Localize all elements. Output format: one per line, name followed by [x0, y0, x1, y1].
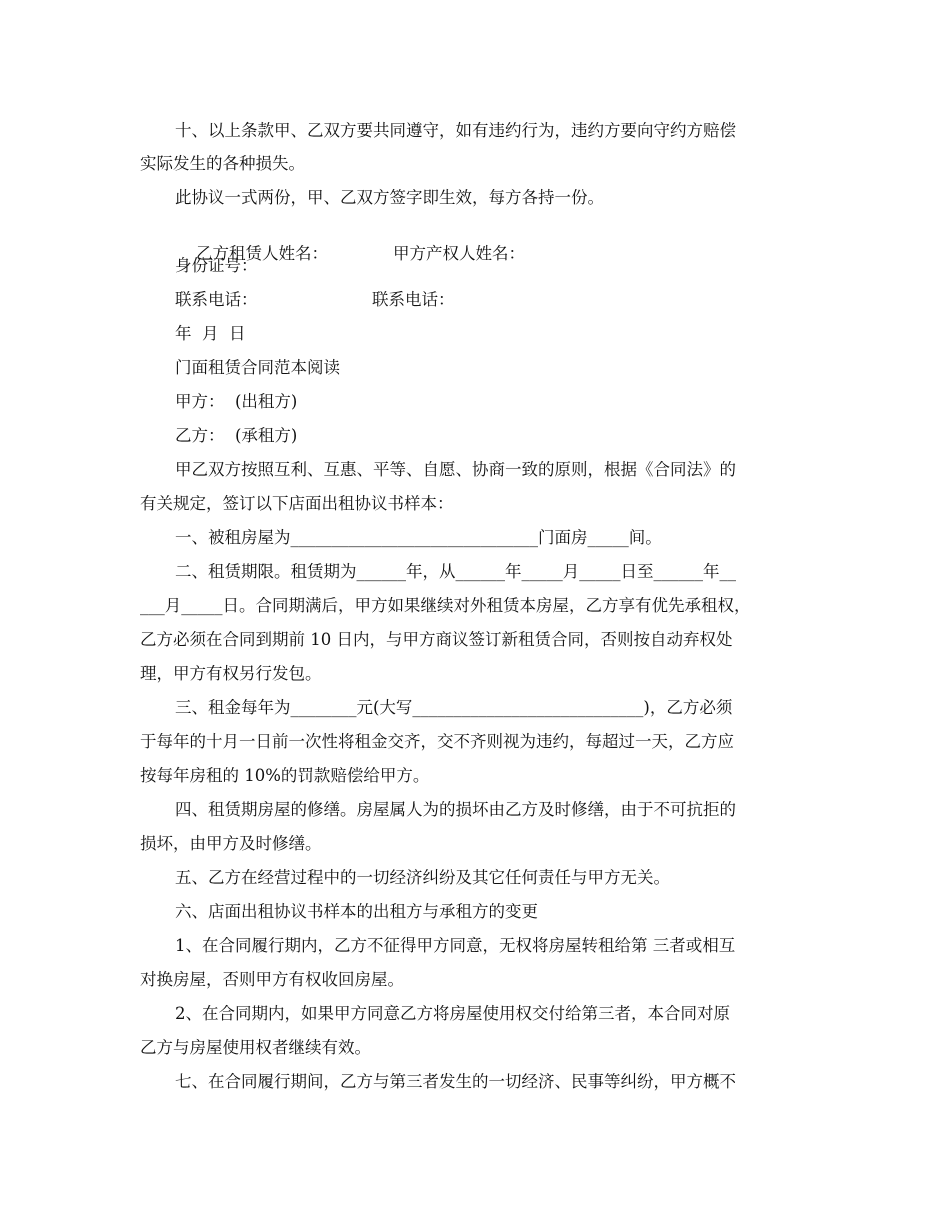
clause-1-line: 一、被租房屋为______________________________门面房_____间。 — [175, 528, 662, 547]
paragraph-line: 对换房屋，否则甲方有权收回房屋。 — [140, 970, 404, 989]
date-line: 年 月 日 — [175, 324, 246, 343]
paragraph-line: 乙方与房屋使用权者继续有效。 — [140, 1038, 371, 1057]
tenant-name-label: 乙方租赁人姓名： — [195, 244, 328, 263]
section-title: 门面租赁合同范本阅读 — [175, 358, 340, 377]
signature-line-owner-name — [372, 221, 525, 287]
paragraph-line: ___月_____日。合同期满后，甲方如果继续对外租赁本房屋，乙方享有优先承租权， — [140, 596, 751, 615]
signature-line-tenant-name — [175, 221, 328, 287]
party-a-line: 甲方： (出租方) — [175, 392, 298, 411]
paragraph-line: 于每年的十月一日前一次性将租金交齐，交不齐则视为违约，每超过一天，乙方应 — [140, 732, 734, 751]
subclause-2-line: 2、在合同期内，如果甲方同意乙方将房屋使用权交付给第三者，本合同对原 — [175, 1004, 730, 1023]
paragraph-line: 甲乙双方按照互利、互惠、平等、自愿、协商一致的原则，根据《合同法》的 — [175, 460, 736, 479]
subclause-1-line: 1、在合同履行期内，乙方不征得甲方同意，无权将房屋转租给第 三者或相互 — [175, 936, 736, 955]
paragraph-line: 此协议一式两份，甲、乙双方签字即生效，每方各持一份。 — [175, 188, 604, 207]
paragraph-line: 十、以上条款甲、乙双方要共同遵守，如有违约行为，违约方要向守约方赔偿 — [175, 121, 736, 140]
paragraph-line: 乙方必须在合同到期前 10 日内，与甲方商议签订新租赁合同，否则按自动弃权处 — [140, 630, 733, 649]
clause-7-line: 七、在合同履行期间，乙方与第三者发生的一切经济、民事等纠纷，甲方概不 — [175, 1072, 736, 1091]
party-b-line: 乙方： (承租方) — [175, 426, 298, 445]
clause-6-line: 六、店面出租协议书样本的出租方与承租方的变更 — [175, 902, 538, 921]
clause-4-line: 四、租赁期房屋的修缮。房屋属人为的损坏由乙方及时修缮，由于不可抗拒的 — [175, 800, 736, 819]
owner-name-label: 甲方产权人姓名： — [392, 244, 525, 263]
clause-3-line: 三、租金每年为________元(大写____________________________)，乙方必须 — [175, 698, 733, 717]
paragraph-line: 理，甲方有权另行发包。 — [140, 664, 322, 683]
paragraph-line: 有关规定，签订以下店面出租协议书样本： — [140, 494, 454, 513]
tenant-phone-label: 联系电话： — [175, 290, 258, 309]
id-number-label: 身份证号： — [175, 256, 258, 275]
paragraph-line: 按每年房租的 10%的罚款赔偿给甲方。 — [140, 766, 430, 785]
owner-phone-label: 联系电话： — [372, 290, 455, 309]
clause-2-line: 二、租赁期限。租赁期为______年，从______年_____月_____日至______年__ — [175, 562, 736, 581]
paragraph-line: 实际发生的各种损失。 — [140, 154, 305, 173]
paragraph-line: 损坏，由甲方及时修缮。 — [140, 834, 322, 853]
clause-5-line: 五、乙方在经营过程中的一切经济纠纷及其它任何责任与甲方无关。 — [175, 868, 670, 887]
